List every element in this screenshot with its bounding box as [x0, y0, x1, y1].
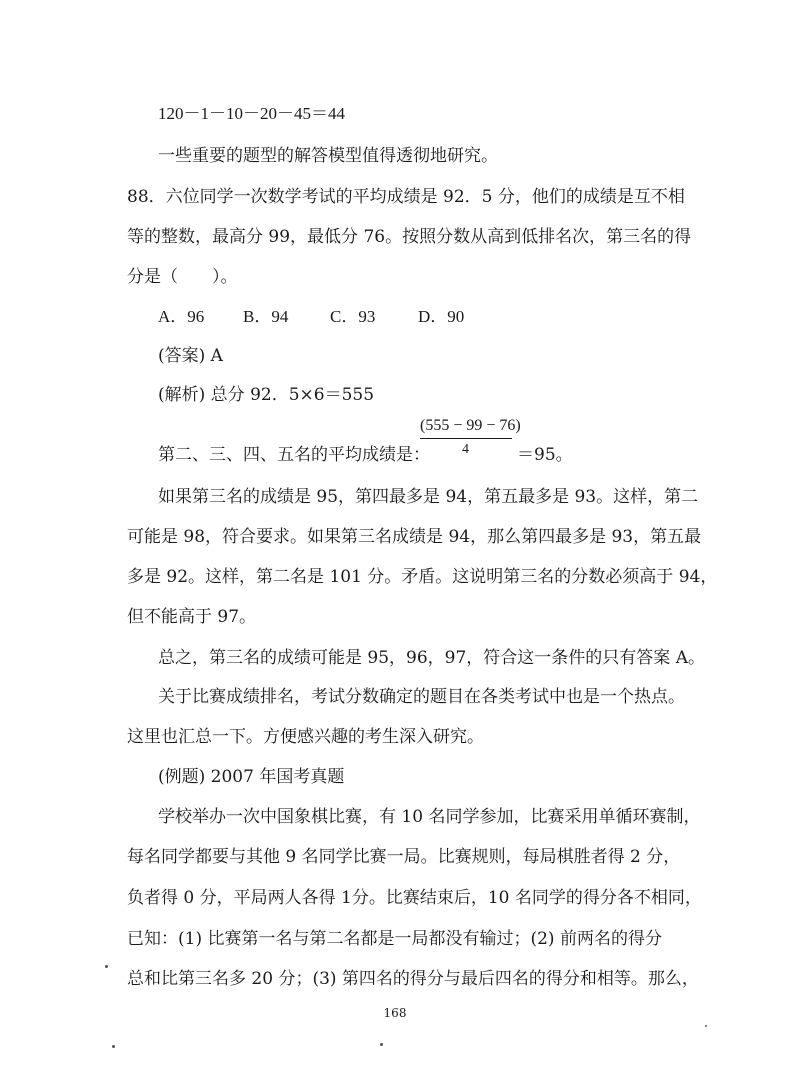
analysis-line: (解析) 总分 92．5×6＝555: [158, 385, 375, 405]
scan-speck: [705, 1025, 707, 1027]
ranking-line-2: 这里也汇总一下。方便感兴趣的考生深入研究。: [127, 727, 484, 747]
fraction-numerator: (555 − 99 − 76): [420, 417, 521, 434]
example-line-4: 已知：(1) 比赛第一名与第二名都是一局都没有输过；(2) 前两名的得分: [127, 929, 662, 949]
example-line-5: 总和比第三名多 20 分；(3) 第四名的得分与最后四名的得分和相等。那么，: [127, 969, 699, 989]
question-stem-line-2: 等的整数，最高分 99，最低分 76。按照分数从高到低排名次，第三名的得: [127, 227, 692, 247]
example-title: (例题) 2007 年国考真题: [158, 767, 345, 787]
example-line-3: 负者得 0 分，平局两人各得 1分。比赛结束后，10 名同学的得分各不相同，: [127, 888, 702, 908]
fraction: [418, 416, 521, 462]
scan-speck: [105, 965, 108, 968]
summary-line: 总之，第三名的成绩可能是 95，96，97，符合这一条件的只有答案 A。: [158, 648, 705, 668]
answer-line: (答案) A: [158, 346, 223, 366]
fraction-denominator: 4: [462, 442, 469, 457]
reasoning-line-3: 多是 92。这样，第二名是 101 分。矛盾。这说明第三名的分数必须高于 94，: [127, 567, 718, 587]
page-number: 168: [383, 1006, 407, 1020]
example-line-2: 每名同学都要与其他 9 名同学比赛一局。比赛规则，每局棋胜者得 2 分，: [127, 847, 681, 867]
intro-line: 一些重要的题型的解答模型值得透彻地研究。: [158, 146, 498, 166]
reasoning-line-1: 如果第三名的成绩是 95，第四最多是 94，第五最多是 93。这样，第二: [158, 487, 699, 507]
reasoning-line-4: 但不能高于 97。: [127, 607, 257, 627]
option-a: A．96: [158, 307, 205, 326]
average-text: 第二、三、四、五名的平均成绩是：: [158, 445, 430, 465]
example-line-1: 学校举办一次中国象棋比赛，有 10 名同学参加，比赛采用单循环赛制，: [158, 807, 701, 827]
option-c: C．93: [330, 307, 376, 326]
fraction-bar: [420, 438, 512, 439]
scan-speck: [380, 1043, 383, 1046]
option-d: D．90: [418, 307, 465, 326]
question-stem-line-3: 分是（ ）。: [127, 267, 238, 287]
scan-speck: [112, 1045, 115, 1048]
question-stem-line-1: 88．六位同学一次数学考试的平均成绩是 92．5 分，他们的成绩是互不相: [127, 187, 685, 207]
reasoning-line-2: 可能是 98，符合要求。如果第三名成绩是 94，那么第四最多是 93，第五最: [127, 527, 702, 547]
fraction-result: ＝95。: [517, 445, 573, 465]
calc-line: 120－1－10－20－45＝44: [158, 104, 345, 123]
ranking-line-1: 关于比赛成绩排名，考试分数确定的题目在各类考试中也是一个热点。: [158, 687, 685, 707]
option-b: B．94: [243, 307, 289, 326]
